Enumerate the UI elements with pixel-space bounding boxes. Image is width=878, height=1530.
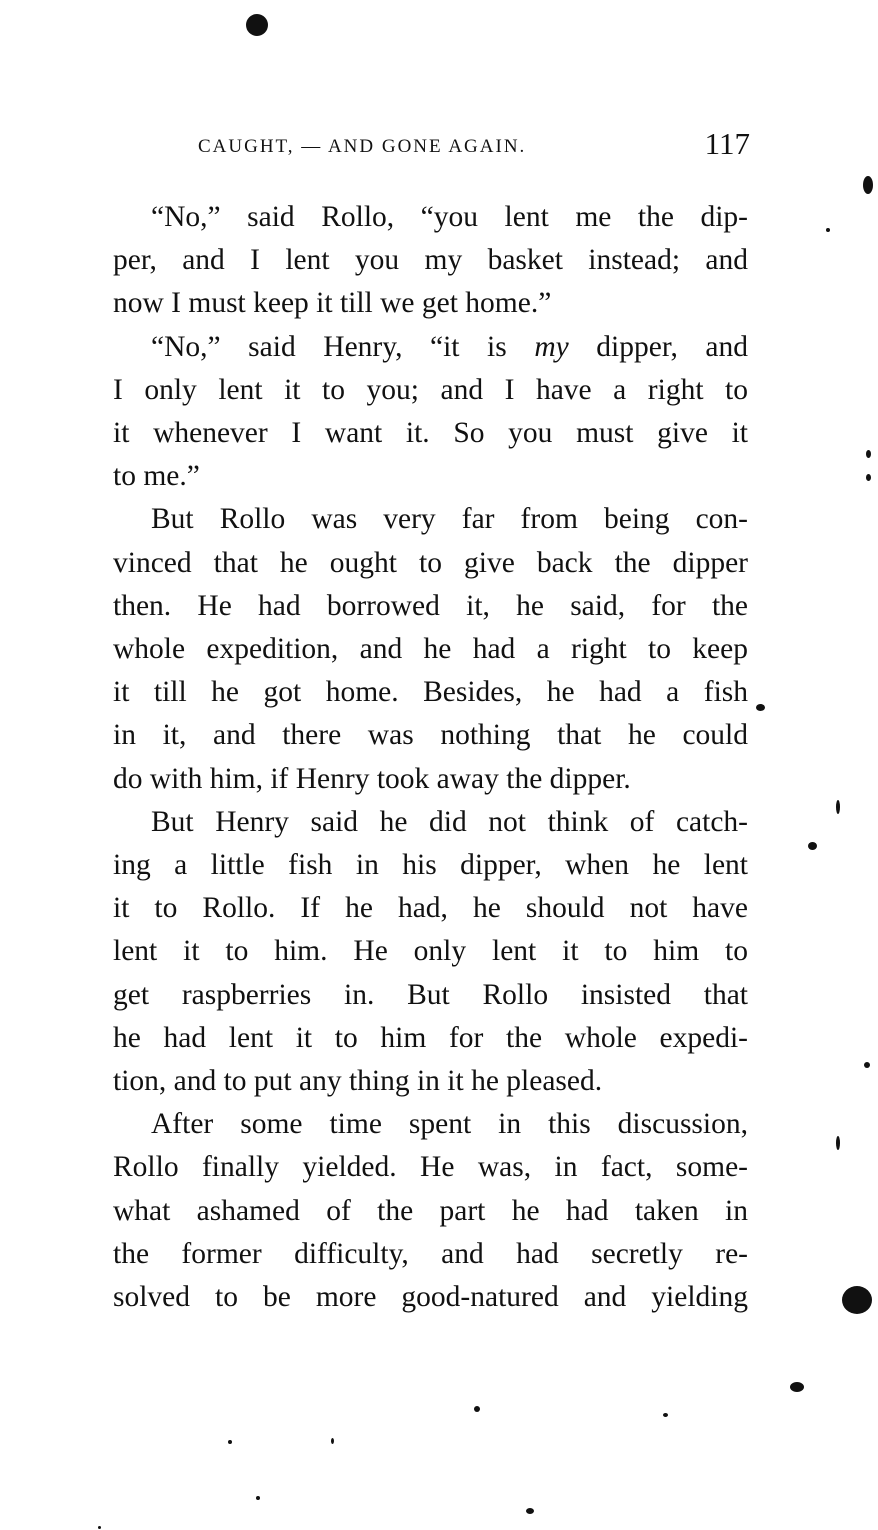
scan-speck	[474, 1406, 480, 1412]
text-line: in it, and there was nothing that he could	[113, 719, 748, 752]
text-line: it whenever I want it. So you must give it	[113, 417, 748, 450]
scan-speck	[866, 474, 871, 481]
running-header	[198, 124, 750, 164]
scan-speck	[246, 14, 268, 36]
text-line: he had lent it to him for the whole expedi-	[113, 1021, 748, 1054]
text-line: the former difficulty, and had secretly re-	[113, 1237, 748, 1270]
scan-speck	[790, 1382, 804, 1392]
scan-speck	[836, 800, 840, 814]
text-line: it to Rollo. If he had, he should not have	[113, 892, 748, 925]
text-line: Rollo finally yielded. He was, in fact, some-	[113, 1151, 748, 1184]
scan-speck	[836, 1136, 840, 1150]
text-line: “No,” said Rollo, “you lent me the dip-	[151, 201, 748, 233]
text-line: ing a little fish in his dipper, when he lent	[113, 849, 748, 882]
text-fragment: dipper, and	[568, 330, 748, 363]
scan-speck	[866, 450, 871, 458]
text-line: it till he got home. Besides, he had a fish	[113, 676, 748, 709]
emphasis-word: my	[534, 330, 569, 363]
scan-speck	[526, 1508, 534, 1514]
text-line: whole expedition, and he had a right to keep	[113, 633, 748, 666]
page-number: 117	[704, 126, 750, 161]
text-line: per, and I lent you my basket instead; and	[113, 244, 748, 277]
running-title: CAUGHT, — AND GONE AGAIN.	[198, 136, 527, 157]
text-line: to me.”	[113, 460, 200, 493]
scan-speck	[331, 1438, 334, 1444]
text-fragment: “No,” said Henry, “it is	[151, 330, 535, 363]
body-text	[75, 196, 748, 1319]
text-line: But Henry said he did not think of catch-	[151, 805, 748, 838]
text-line	[75, 326, 748, 369]
text-line: then. He had borrowed it, he said, for the	[113, 589, 748, 622]
text-line: do with him, if Henry took away the dipper.	[113, 762, 631, 795]
scan-speck	[663, 1413, 668, 1417]
scan-speck	[826, 228, 830, 232]
paragraph	[75, 1103, 748, 1319]
text-line: lent it to him. He only lent it to him to	[113, 935, 748, 968]
paragraph	[75, 196, 748, 326]
scan-speck	[808, 842, 817, 850]
text-line: solved to be more good-natured and yielding	[113, 1281, 748, 1314]
scan-speck	[864, 1062, 870, 1068]
text-line: But Rollo was very far from being con-	[151, 503, 748, 536]
scan-speck	[863, 176, 873, 194]
text-line: what ashamed of the part he had taken in	[113, 1194, 748, 1227]
text-line: After some time spent in this discussion,	[151, 1108, 748, 1141]
paragraph	[75, 498, 748, 800]
text-line: vinced that he ought to give back the dipper	[113, 546, 748, 579]
scan-speck	[756, 704, 765, 711]
scan-speck	[256, 1496, 260, 1500]
text-line: get raspberries in. But Rollo insisted that	[113, 978, 748, 1011]
paragraph	[75, 801, 748, 1103]
paragraph	[75, 326, 748, 499]
scan-speck	[842, 1286, 872, 1314]
text-line: now I must keep it till we get home.”	[113, 287, 552, 320]
scan-speck	[228, 1440, 232, 1444]
text-line: I only lent it to you; and I have a right to	[113, 373, 748, 406]
text-line: tion, and to put any thing in it he pleased.	[113, 1065, 603, 1098]
scan-speck	[98, 1526, 101, 1529]
